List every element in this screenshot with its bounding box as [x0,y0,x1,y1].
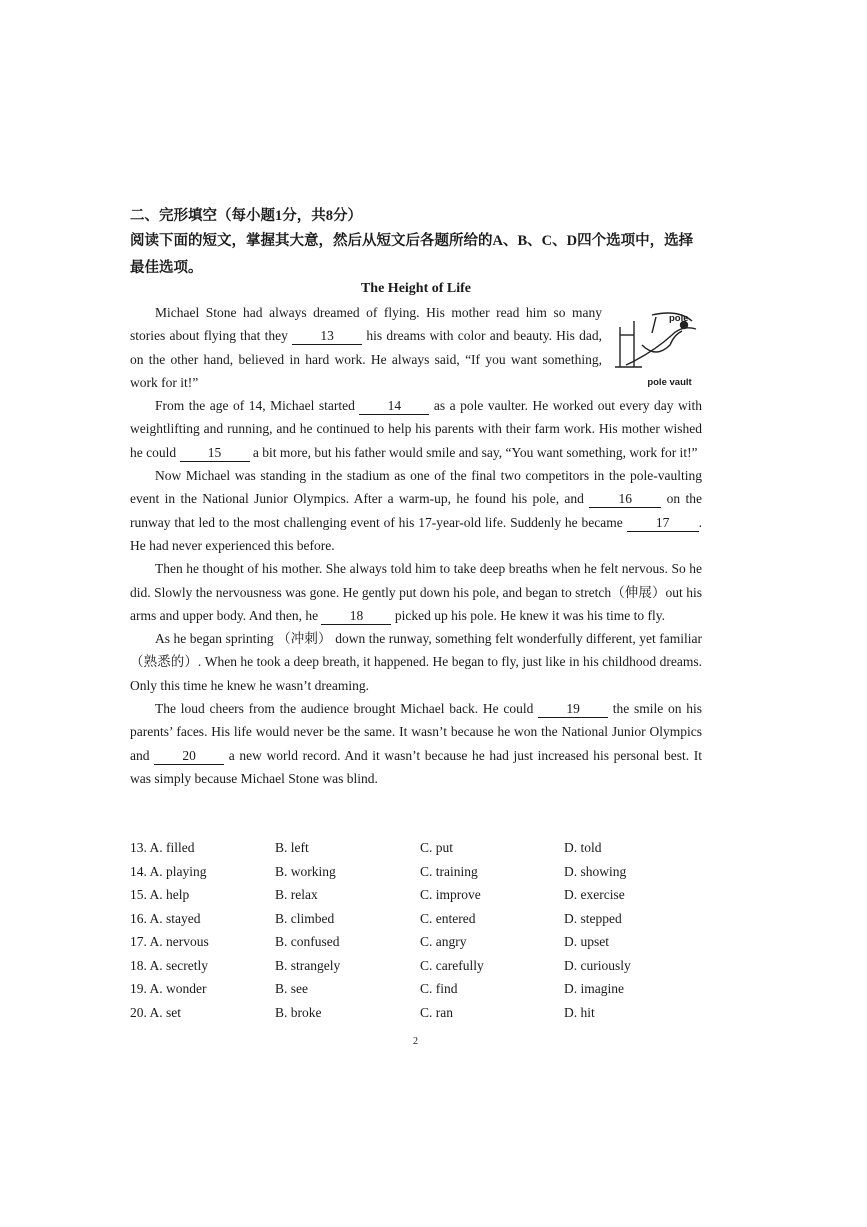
paragraph-6 [130,697,702,790]
option-c: C. ran [420,1004,453,1020]
option-b: B. climbed [275,910,335,926]
blank-13: 13 [292,328,362,345]
option-d: D. curiously [564,957,631,973]
option-a: 20. A. set [130,1004,182,1020]
blank-14: 14 [359,398,429,415]
paragraph-4 [130,557,702,627]
option-a: 17. A. nervous [130,934,209,949]
option-b: B. left [275,840,309,855]
paragraph-1 [130,301,702,394]
option-c: C. improve [420,887,481,902]
option-b: B. working [275,863,336,879]
question-20-options [130,1005,710,1029]
option-a: 13. A. filled [130,840,195,855]
option-a: 14. A. playing [130,863,207,879]
option-d: D. exercise [564,887,625,902]
paragraph-text: on the runway that led to the most challenging event of his 17-year-old life. Suddenly he became [130,491,702,530]
option-b: B. confused [275,934,340,949]
blank-15: 15 [180,445,250,462]
option-b: B. see [275,981,308,996]
blank-20: 20 [154,748,224,765]
paragraph-5 [130,627,702,697]
option-d: D. told [564,840,602,855]
paragraph-text: The loud cheers from the audience brought Michael back. He could [155,701,534,717]
option-b: B. broke [275,1004,322,1020]
figure-label-pole: pole [669,313,689,324]
paragraph-3 [130,464,702,557]
option-d: D. hit [564,1004,595,1020]
option-c: C. put [420,840,454,855]
option-a: 18. A. secretly [130,957,208,973]
question-15-options [130,887,710,911]
paragraph-text: . He had never experienced this before. [130,514,703,553]
option-c: C. find [420,981,458,996]
page-number: 2 [413,1036,418,1047]
option-c: C. entered [420,910,476,926]
paragraph-text: As he began sprinting （冲刺） down the runway, something felt wonderfully different, yet familiar （熟悉的）. When he took a deep breath, it happened. He began to fly, just like in his childhood dreams. Only this time he knew he wasn’t dreaming. [130,631,702,693]
blank-18: 18 [321,608,391,625]
paragraph-text: Now Michael was standing in the stadium as one of the final two competitors in the pole-vaulting event in the National Junior Olympics. After a warm-up, he found his pole, and [130,468,702,507]
option-a: 19. A. wonder [130,981,207,996]
question-19-options [130,981,710,1005]
option-c: C. carefully [420,957,484,973]
paragraph-text: his dreams with color and beauty. His dad, on the other hand, believed in hard work. He always said, “If you want something, work for it!” [130,328,603,390]
option-d: D. stepped [564,910,622,926]
question-14-options [130,864,710,888]
blank-17: 17 [627,515,699,532]
blank-19: 19 [538,701,608,718]
option-a: 16. A. stayed [130,910,201,926]
paragraph-text: Then he thought of his mother. She always told him to take deep breaths when he felt nervous. So he did. Slowly the nervousness was gone. He gently put down his pole, and began to stretch（伸展）out his arms and upper body. And then, he [130,561,702,623]
paragraph-text: the smile on his parents’ faces. His life would never be the same. It wasn’t because he won the National Junior Olympics and [130,701,702,763]
answer-options [130,840,710,1028]
figure-caption: pole vault [647,377,692,388]
option-c: C. angry [420,934,467,949]
instruction-text: 阅读下面的短文，掌握其大意，然后从短文后各题所给的A、B、C、D四个选项中，选择最佳选项。 [130,233,694,276]
paragraph-text: a new world record. And it wasn’t because he had just increased his personal best. It was simply because Michael Stone was blind. [130,747,702,786]
paragraph-text: From the age of 14, Michael started [155,398,355,414]
question-18-options [130,958,710,982]
section-title: 二、完形填空（每小题1分，共8分） [130,208,362,224]
passage [130,301,702,790]
paragraph-text: picked up his pole. He knew it was his time to fly. [394,607,666,623]
option-d: D. upset [564,934,609,949]
paragraph-2 [130,394,702,464]
option-c: C. training [420,863,478,879]
paragraph-text: a bit more, but his father would smile and say, “You want something, work for it!” [252,444,698,460]
option-a: 15. A. help [130,887,190,902]
option-b: B. relax [275,887,318,902]
question-16-options [130,911,710,935]
question-13-options [130,840,710,864]
pole-vault-figure [612,305,702,388]
passage-title: The Height of Life [360,281,472,296]
paragraph-text: Michael Stone had always dreamed of flying. His mother read him so many stories about flying that they [130,305,602,344]
option-d: D. showing [564,863,627,879]
option-b: B. strangely [275,957,341,973]
paragraph-text: as a pole vaulter. He worked out every day with weightlifting and running, and he continued to help his parents with their farm work. His mother wished he could [130,398,703,460]
question-17-options [130,934,710,958]
option-d: D. imagine [564,981,624,996]
blank-16: 16 [589,491,661,508]
